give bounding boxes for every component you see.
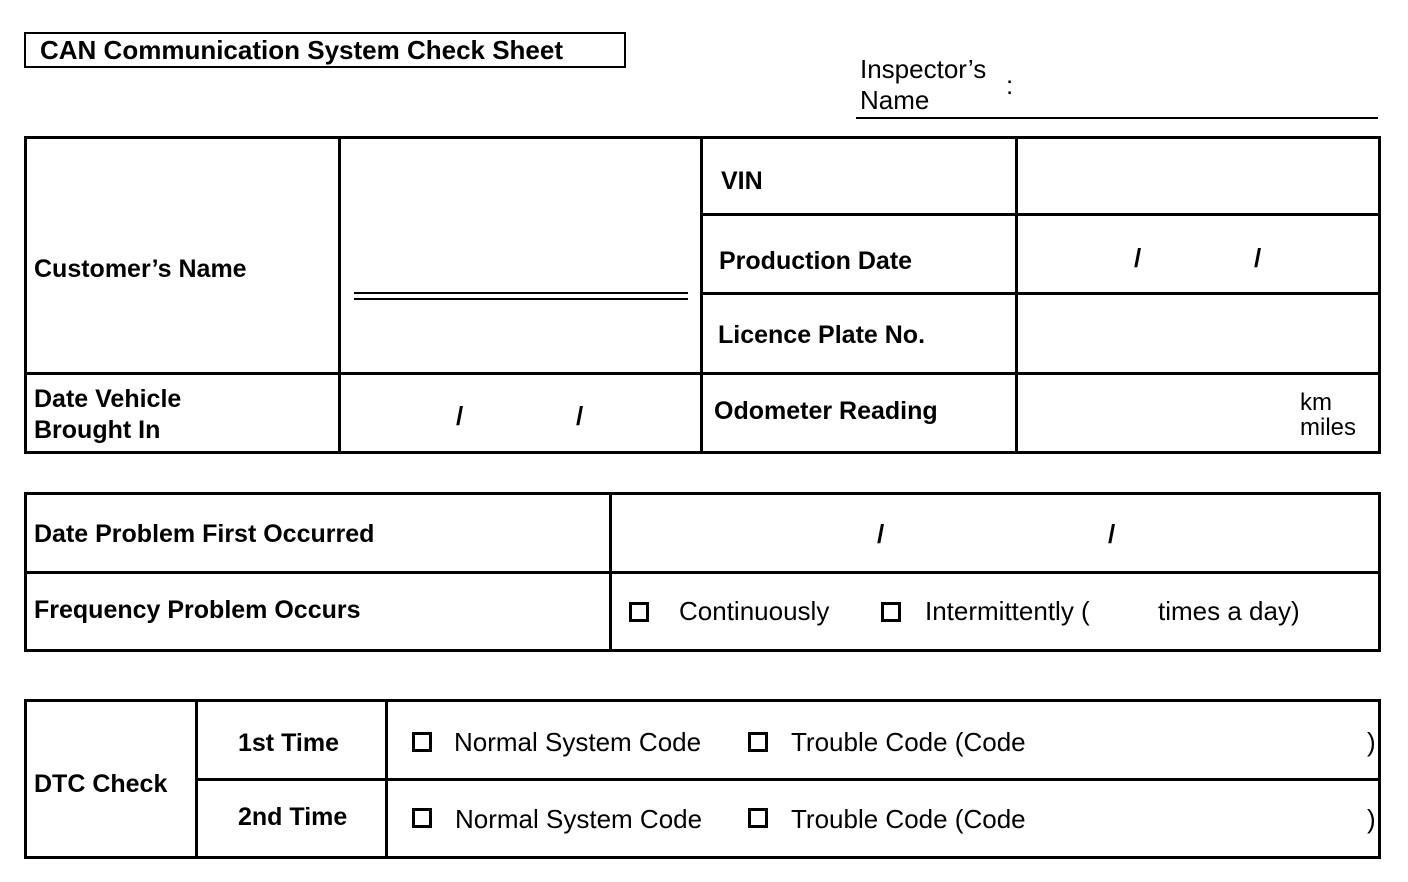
dtc-row-label: 1st Time (238, 729, 339, 757)
times-a-day-field[interactable] (1108, 592, 1152, 628)
licence-plate-field[interactable] (1018, 295, 1378, 372)
date-brought-in-field[interactable] (341, 375, 700, 451)
date-problem-first-field[interactable] (612, 495, 1378, 571)
trouble-code-label: Trouble Code (Code (791, 804, 1026, 834)
odometer-label: Odometer Reading (714, 397, 938, 425)
date-problem-first-label: Date Problem First Occurred (34, 520, 375, 548)
inspector-name-field[interactable] (856, 117, 1378, 119)
date-separator: / (456, 401, 464, 431)
customer-name-label: Customer’s Name (34, 255, 247, 283)
date-brought-in-label-line2: Brought In (34, 416, 161, 444)
table-border (385, 699, 388, 859)
table-border (24, 699, 27, 859)
licence-plate-label: Licence Plate No. (718, 321, 926, 349)
continuously-label: Continuously (679, 596, 830, 626)
table-border (24, 856, 1381, 859)
date-separator: / (1254, 243, 1262, 273)
table-border (196, 778, 1381, 781)
table-border (1378, 136, 1381, 454)
table-border (1378, 699, 1381, 859)
sheet-title: CAN Communication System Check Sheet (24, 32, 626, 68)
intermittently-checkbox[interactable] (881, 602, 901, 622)
frequency-label: Frequency Problem Occurs (34, 596, 361, 624)
trouble-code-close: ) (1367, 727, 1376, 757)
date-separator: / (1108, 519, 1116, 549)
odometer-unit-km: km (1300, 389, 1332, 416)
table-border (24, 649, 1381, 652)
date-separator: / (576, 401, 584, 431)
date-brought-in-label (34, 384, 181, 446)
trouble-code-checkbox[interactable] (748, 732, 768, 752)
inspector-label (860, 54, 986, 116)
double-rule (354, 298, 688, 300)
inspector-label-line1: Inspector’s (860, 54, 987, 84)
table-border (1378, 492, 1381, 652)
table-border (24, 492, 27, 652)
trouble-code-field[interactable] (1050, 722, 1360, 762)
normal-system-code-label: Normal System Code (454, 727, 702, 757)
odometer-field[interactable] (1018, 375, 1288, 451)
dtc-row-label: 2nd Time (238, 803, 348, 831)
date-separator: / (1134, 243, 1142, 273)
vin-label: VIN (721, 167, 763, 195)
trouble-code-field[interactable] (1050, 798, 1360, 838)
normal-system-code-label: Normal System Code (455, 804, 703, 834)
trouble-code-close: ) (1367, 804, 1376, 834)
production-date-label: Production Date (719, 247, 913, 275)
production-date-field[interactable] (1018, 216, 1378, 292)
odometer-unit-miles: miles (1300, 414, 1357, 441)
table-border (24, 699, 1381, 702)
customer-name-field[interactable] (340, 139, 700, 372)
double-rule (354, 292, 688, 294)
vin-field[interactable] (1018, 139, 1378, 213)
trouble-code-label: Trouble Code (Code (791, 727, 1026, 757)
table-border (700, 136, 703, 454)
intermittently-label: Intermittently ( (925, 596, 1090, 626)
table-border (24, 571, 1381, 574)
continuously-checkbox[interactable] (629, 602, 649, 622)
inspector-colon: : (1006, 70, 1014, 100)
inspector-label-line2: Name (860, 85, 930, 115)
normal-system-code-checkbox[interactable] (412, 732, 432, 752)
trouble-code-checkbox[interactable] (748, 808, 768, 828)
times-a-day-label: times a day) (1158, 596, 1300, 626)
table-border (195, 699, 198, 859)
table-border (24, 136, 27, 454)
date-separator: / (877, 519, 885, 549)
normal-system-code-checkbox[interactable] (412, 808, 432, 828)
date-brought-in-label-line1: Date Vehicle (34, 385, 182, 413)
dtc-check-label: DTC Check (34, 770, 168, 798)
